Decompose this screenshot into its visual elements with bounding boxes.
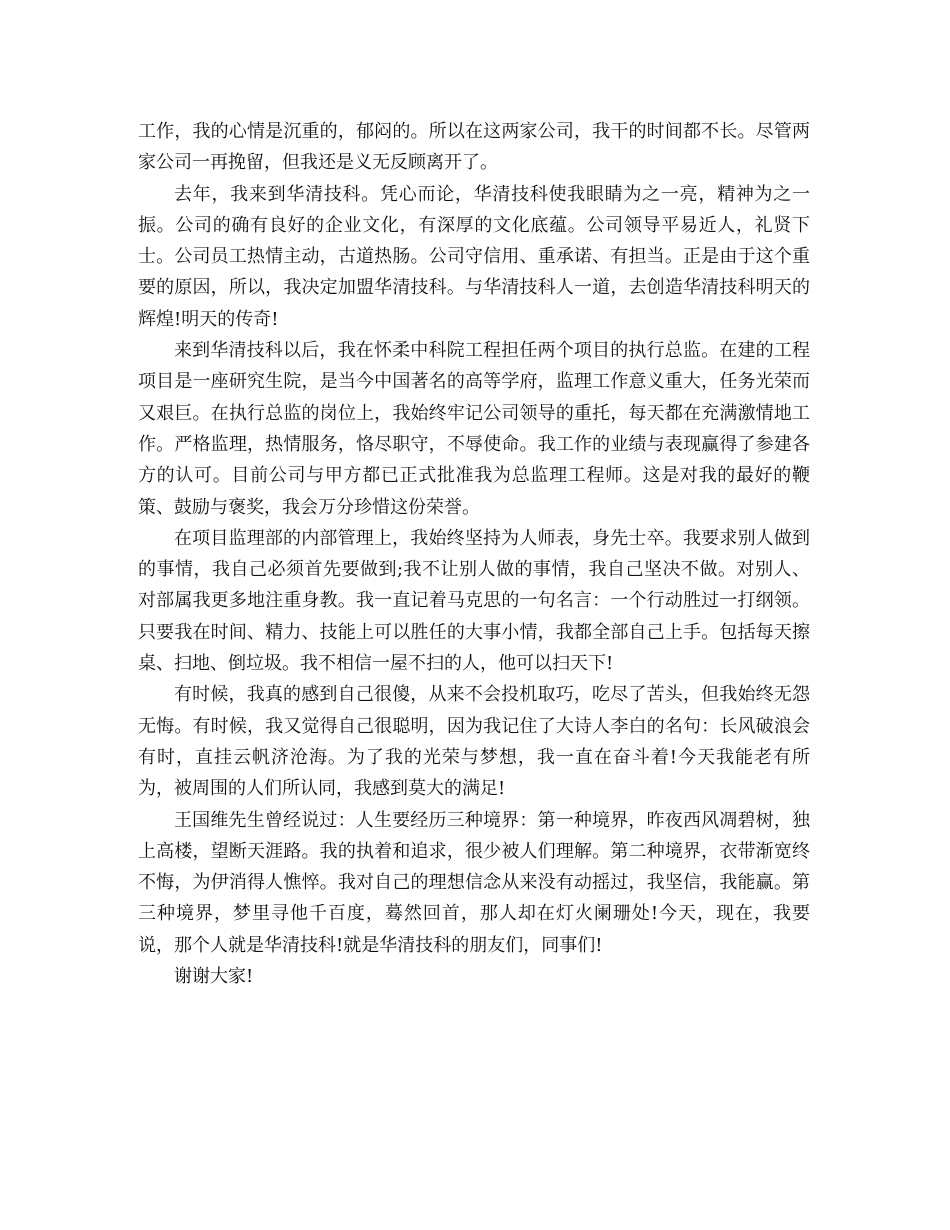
paragraph-3: 来到华清技科以后，我在怀柔中科院工程担任两个项目的执行总监。在建的工程项目是一座研究生院，是当今中国著名的高等学府，监理工作意义重大，任务光荣而又艰巨。在执行总监的岗位上，我始终牢记公司领导的重托，每天都在充满激情地工作。严格监理，热情服务，恪尽职守，不辱使命。我工作的业绩与表现赢得了参建各方的认可。目前公司与甲方都已正式批准我为总监理工程师。这是对我的最好的鞭策、鼓励与褒奖，我会万分珍惜这份荣誉。	[138, 340, 810, 518]
closing-line: 谢谢大家!	[174, 966, 254, 988]
paragraph-5: 有时候，我真的感到自己很傻，从来不会投机取巧，吃尽了苦头，但我始终无怨无悔。有时候，我又觉得自己很聪明，因为我记住了大诗人李白的名句：长风破浪会有时，直挂云帆济沧海。为了我的光荣与梦想，我一直在奋斗着!今天我能老有所为，被周围的人们所认同，我感到莫大的满足!	[138, 684, 810, 800]
document-body	[138, 116, 810, 992]
paragraph-2: 去年，我来到华清技科。凭心而论，华清技科使我眼睛为之一亮，精神为之一振。公司的确有良好的企业文化，有深厚的文化底蕴。公司领导平易近人，礼贤下士。公司员工热情主动，古道热肠。公司守信用、重承诺、有担当。正是由于这个重要的原因，所以，我决定加盟华清技科。与华清技科人一道，去创造华清技科明天的辉煌!明天的传奇!	[138, 183, 810, 330]
paragraph-4: 在项目监理部的内部管理上，我始终坚持为人师表，身先士卒。我要求别人做到的事情，我自己必须首先要做到;我不让别人做的事情，我自己坚决不做。对别人、对部属我更多地注重身教。我一直记着马克思的一句名言：一个行动胜过一打纲领。只要我在时间、精力、技能上可以胜任的大事小情，我都全部自己上手。包括每天擦桌、扫地、倒垃圾。我不相信一屋不扫的人，他可以扫天下!	[138, 527, 810, 675]
paragraph-1: 工作，我的心情是沉重的，郁闷的。所以在这两家公司，我干的时间都不长。尽管两家公司一再挽留，但我还是义无反顾离开了。	[138, 121, 810, 174]
paragraph-6: 王国维先生曾经说过：人生要经历三种境界：第一种境界，昨夜西风凋碧树，独上高楼，望断天涯路。我的执着和追求，很少被人们理解。第二种境界，衣带渐宽终不悔，为伊消得人憔悴。我对自己的理想信念从来没有动摇过，我坚信，我能赢。第三种境界，梦里寻他千百度，蓦然回首，那人却在灯火阑珊处!今天，现在，我要说，那个人就是华清技科!就是华清技科的朋友们，同事们!	[138, 809, 810, 956]
